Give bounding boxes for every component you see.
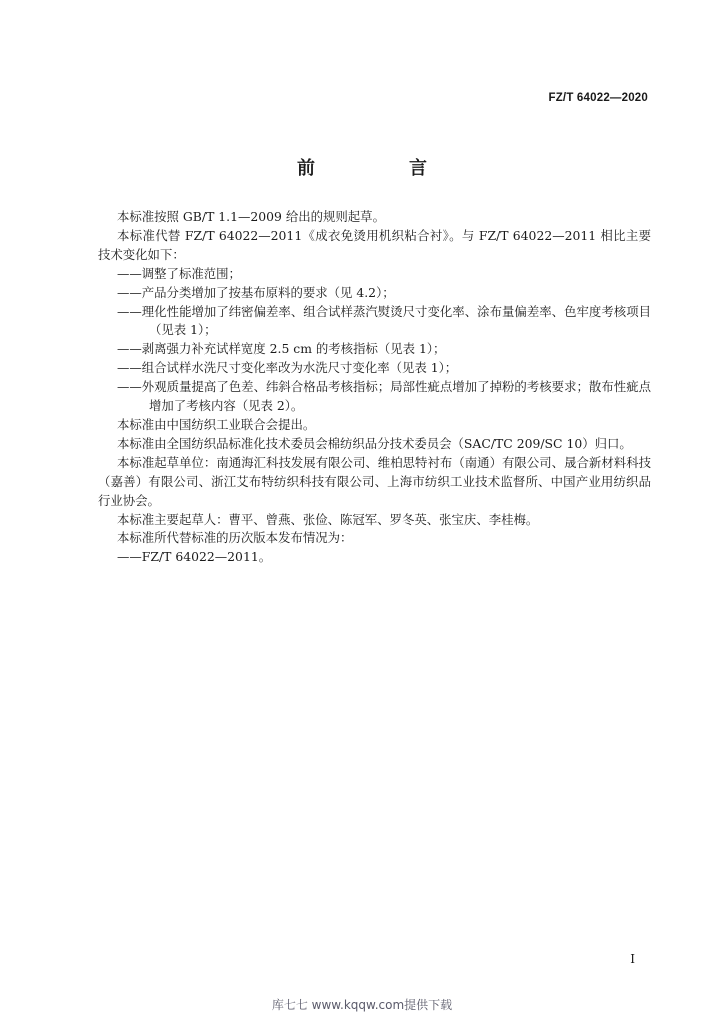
paragraph-replacement: 本标准代替 FZ/T 64022—2011《成衣免烫用机织粘合衬》。与 FZ/T 64022—2011 相比主要技术变化如下： xyxy=(98,227,651,262)
paragraph-committee: 本标准由全国纺织品标准化技术委员会棉纺织品分技术委员会（SAC/TC 209/SC 10）归口。 xyxy=(117,435,632,451)
change-item: ——组合试样水洗尺寸变化率改为水洗尺寸变化率（见表 1）； xyxy=(117,360,458,376)
change-item: ——产品分类增加了按基布原料的要求（见 4.2）； xyxy=(117,284,395,300)
paragraph-proposer: 本标准由中国纺织工业联合会提出。 xyxy=(117,416,316,432)
page-title: 前 言 xyxy=(297,158,465,179)
page-number: I xyxy=(630,952,635,966)
standard-code: FZ/T 64022—2020 xyxy=(548,92,648,104)
history-item: ——FZ/T 64022—2011。 xyxy=(117,549,272,565)
change-item: ——外观质量提高了色差、纬斜合格品考核指标；局部性疵点增加了掉粉的考核要求；散布性疵点增加了考核内容（见表 2）。 xyxy=(117,379,651,414)
download-footer: 库七七 www.kqqw.com提供下载 xyxy=(271,998,453,1012)
paragraph-drafting-units: 本标准起草单位：南通海汇科技发展有限公司、维柏思特衬布（南通）有限公司、晟合新材料科技（嘉善）有限公司、浙江艾布特纺织科技有限公司、上海市纺织工业技术监督所、中国产业用纺织品行业协会。 xyxy=(98,454,651,508)
change-item: ——剥离强力补充试样宽度 2.5 cm 的考核指标（见表 1）； xyxy=(117,341,446,357)
document-body xyxy=(98,208,651,567)
paragraph-drafting-rules: 本标准按照 GB/T 1.1—2009 给出的规则起草。 xyxy=(117,209,385,224)
paragraph-history: 本标准所代替标准的历次版本发布情况为： xyxy=(117,530,353,546)
change-item: ——理化性能增加了纬密偏差率、组合试样蒸汽熨烫尺寸变化率、涂布量偏差率、色牢度考核项目（见表 1）； xyxy=(117,303,651,338)
paragraph-drafters: 本标准主要起草人：曹平、曾燕、张俭、陈冠军、罗冬英、张宝庆、李桂梅。 xyxy=(117,511,539,527)
change-item: ——调整了标准范围； xyxy=(117,265,241,281)
